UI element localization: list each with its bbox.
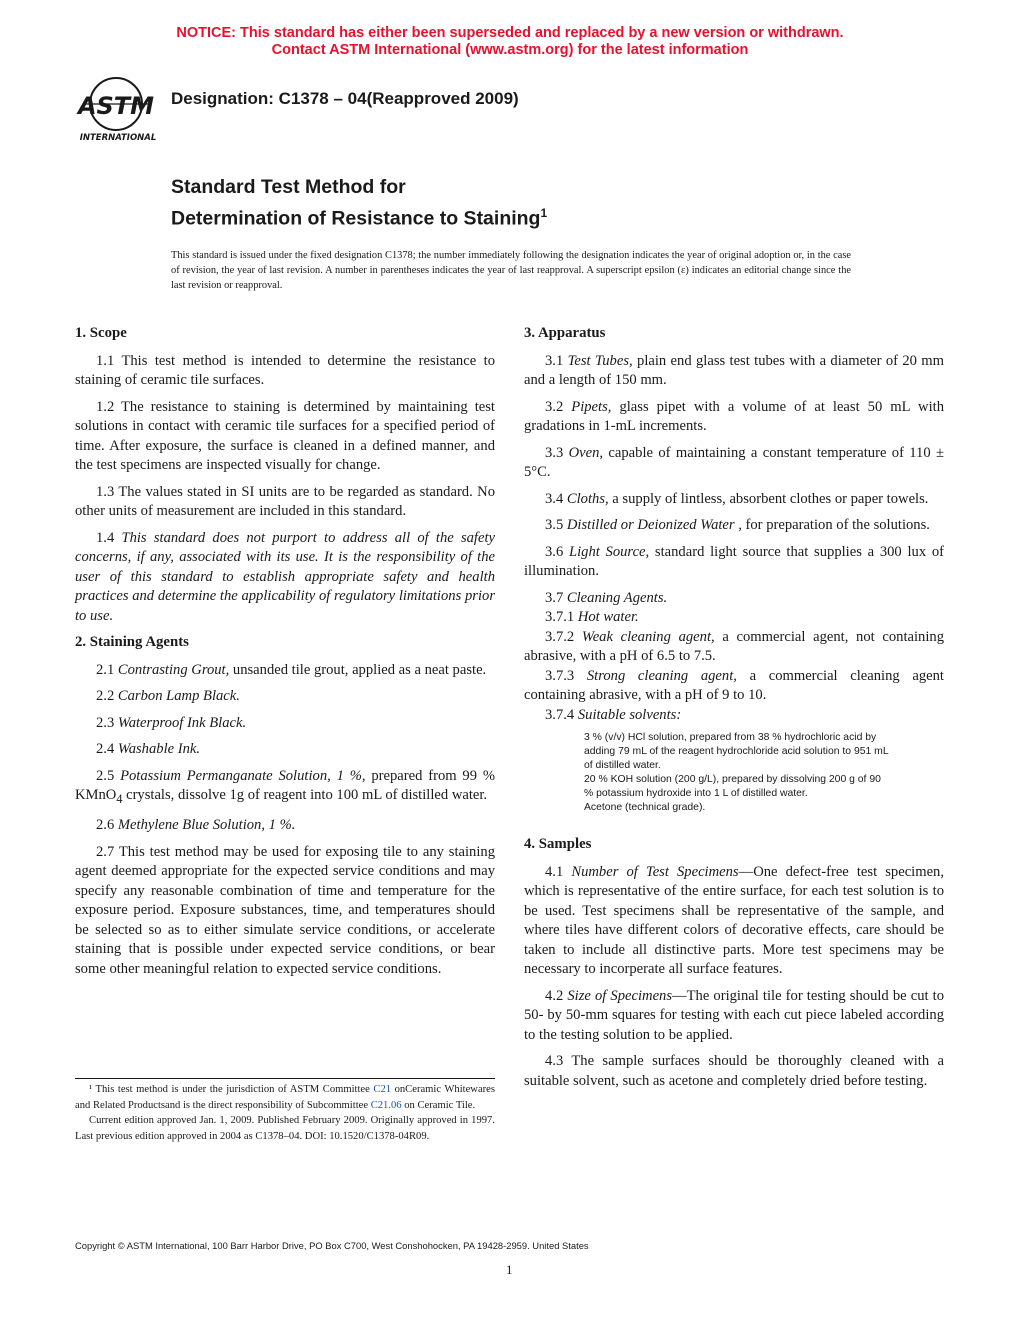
paragraph-2-2: 2.2 Carbon Lamp Black. (96, 688, 240, 704)
title-footnote-mark: 1 (540, 206, 548, 220)
solvent-item: 3 % (v/v) HCl solution, prepared from 38 % hydrochloric acid by adding 79 mL of the reagent hydrochloride acid solution to 951 mL of distilled water. (584, 732, 889, 771)
paragraph-4-3: 4.3 The sample surfaces should be thoroughly cleaned with a suitable solvent, such as acetone and completely dried before testing. (524, 1053, 944, 1089)
paragraph-3-6: 3.6 Light Source, standard light source that supplies a 300 lux of illumination. (524, 543, 945, 579)
paragraph-3-7-3: 3.7.3 Strong cleaning agent, a commercial cleaning agent containing abrasive, with a pH of 9 to 10. (524, 667, 944, 703)
paragraph-1-3: 1.3 The values stated in SI units are to be regarded as standard. No other units of measurement are included in this standard. (75, 483, 495, 519)
section-heading-scope: 1. Scope (75, 325, 127, 341)
document-title (171, 174, 547, 232)
paragraph-1-2: 1.2 The resistance to staining is determined by maintaining test solutions in contact with ceramic tile surfaces for a specified period of time. After exposure, the surface is cleaned in a defined manner, and the test specimens are inspected visually for change. (75, 398, 495, 473)
notice-line-1: NOTICE: This standard has either been superseded and replaced by a new version or withdrawn. (176, 25, 844, 41)
section-heading-staining: 2. Staining Agents (75, 634, 189, 650)
paragraph-2-6: 2.6 Methylene Blue Solution, 1 %. (96, 817, 296, 834)
paragraph-2-4: 2.4 Washable Ink. (96, 741, 201, 757)
paragraph-3-4: 3.4 Cloths, a supply of lintless, absorbent clothes or paper towels. (545, 490, 929, 507)
solvent-item: 20 % KOH solution (200 g/L), prepared by dissolving 200 g of 90 % potassium hydroxide into 1 L of distilled water. (584, 774, 881, 799)
notice-line-2: Contact ASTM International (www.astm.org) for the latest information (271, 42, 749, 58)
footnote-1: ¹ This test method is under the jurisdiction of ASTM Committee C21 onCeramic Whitewares and Related Productsand is the direct responsibility of Subcommittee C21.06 on Ceramic Tile. (75, 1084, 495, 1111)
footnote-2: Current edition approved Jan. 1, 2009. Published February 2009. Originally approved in 1997. Last previous edition approved in 2004 as C1378–04. DOI: 10.1520/C1378-04R09. (75, 1115, 495, 1142)
footnote (75, 1078, 495, 1144)
solvent-item: Acetone (technical grade). (584, 802, 706, 813)
paragraph-3-7: 3.7 Cleaning Agents. (545, 589, 668, 606)
subcommittee-link[interactable]: C21.06 (370, 1099, 402, 1111)
paragraph-2-5: 2.5 Potassium Permanganate Solution, 1 %, prepared from 99 % KMnO$_4$ crystals, dissolve 1g of reagent into 100 mL of distilled water. (75, 767, 496, 806)
paragraph-3-1: 3.1 Test Tubes, plain end glass test tubes with a diameter of 20 mm and a length of 150 mm. (524, 352, 945, 388)
paragraph-3-3: 3.3 Oven, capable of maintaining a constant temperature of 110 ± 5°C. (524, 444, 945, 480)
intro-paragraph: This standard is issued under the fixed designation C1378; the number immediately following the designation indicates the year of original adoption or, in the case of revision, the year of last revision. A number in parentheses indicates the year of last reapproval. A superscript epsilon (ε) indicates an editorial change since the last revision or reapproval. (171, 250, 851, 291)
paragraph-2-1: 2.1 Contrasting Grout, unsanded tile grout, applied as a neat paste. (96, 661, 487, 678)
paragraph-2-3: 2.3 Waterproof Ink Black. (96, 714, 247, 731)
notice-banner (0, 25, 1020, 59)
committee-link[interactable]: C21 (373, 1084, 392, 1095)
left-column (75, 324, 495, 986)
paragraph-4-2: 4.2 Size of Specimens—The original tile for testing should be cut to 50- by 50-mm squares for testing with each cut piece labeled according to the testing solution to be applied. (524, 987, 945, 1043)
right-column (524, 324, 944, 1098)
section-heading-apparatus: 3. Apparatus (524, 325, 606, 341)
section-heading-samples: 4. Samples (524, 836, 592, 852)
solvent-list (584, 731, 889, 815)
paragraph-4-1: 4.1 Number of Test Specimens—One defect-free test specimen, which is representative of the entire surface, for each test solution is to be used. Test specimens shall be representative of the sample, and where tiles have different colors of decorative effects, care should be taken to include all distinctive parts. More test specimens may be necessary to incorperate all surface features. (524, 863, 944, 977)
designation: Designation: C1378 – 04(Reapproved 2009) (171, 89, 519, 108)
astm-logo-icon (76, 74, 162, 144)
copyright: Copyright © ASTM International, 100 Barr Harbor Drive, PO Box C700, West Conshohocken, PA 19428-2959. United States (75, 1240, 589, 1251)
paragraph-1-1: 1.1 This test method is intended to determine the resistance to staining of ceramic tile surfaces. (75, 352, 495, 388)
paragraph-3-7-2: 3.7.2 Weak cleaning agent, a commercial agent, not containing abrasive, with a pH of 6.5 to 7.5. (524, 628, 944, 664)
logo-subtext: INTERNATIONAL (79, 133, 157, 143)
logo-text: ASTM (77, 92, 155, 120)
paragraph-1-4: 1.4 This standard does not purport to address all of the safety concerns, if any, associated with its use. It is the responsibility of the user of this standard to establish appropriate safety and health practices and determine the applicability of regulatory limitations prior to use. (75, 529, 495, 624)
page-number: 1 (506, 1262, 513, 1277)
title-line-1: Standard Test Method for (171, 176, 406, 198)
paragraph-3-2: 3.2 Pipets, glass pipet with a volume of at least 50 mL with gradations in 1-mL increments. (524, 398, 944, 434)
paragraph-3-5: 3.5 Distilled or Deionized Water , for preparation of the solutions. (545, 517, 930, 533)
paragraph-3-7-4: 3.7.4 Suitable solvents: (545, 706, 682, 723)
title-line-2: Determination of Resistance to Staining$^1$ (171, 206, 548, 230)
paragraph-2-7: 2.7 This test method may be used for exposing tile to any staining agent deemed appropriate for the expected service conditions and may specify any reasonable combination of time and temperature for the exposure period. Exposure substances, time, and temperatures should be selected so as to either simulate service conditions, or accelerate staining that is possible under expected service conditions, or bear some other meaningful relation to expected service conditions. (75, 843, 495, 977)
paragraph-3-7-1: 3.7.1 Hot water. (545, 609, 639, 625)
